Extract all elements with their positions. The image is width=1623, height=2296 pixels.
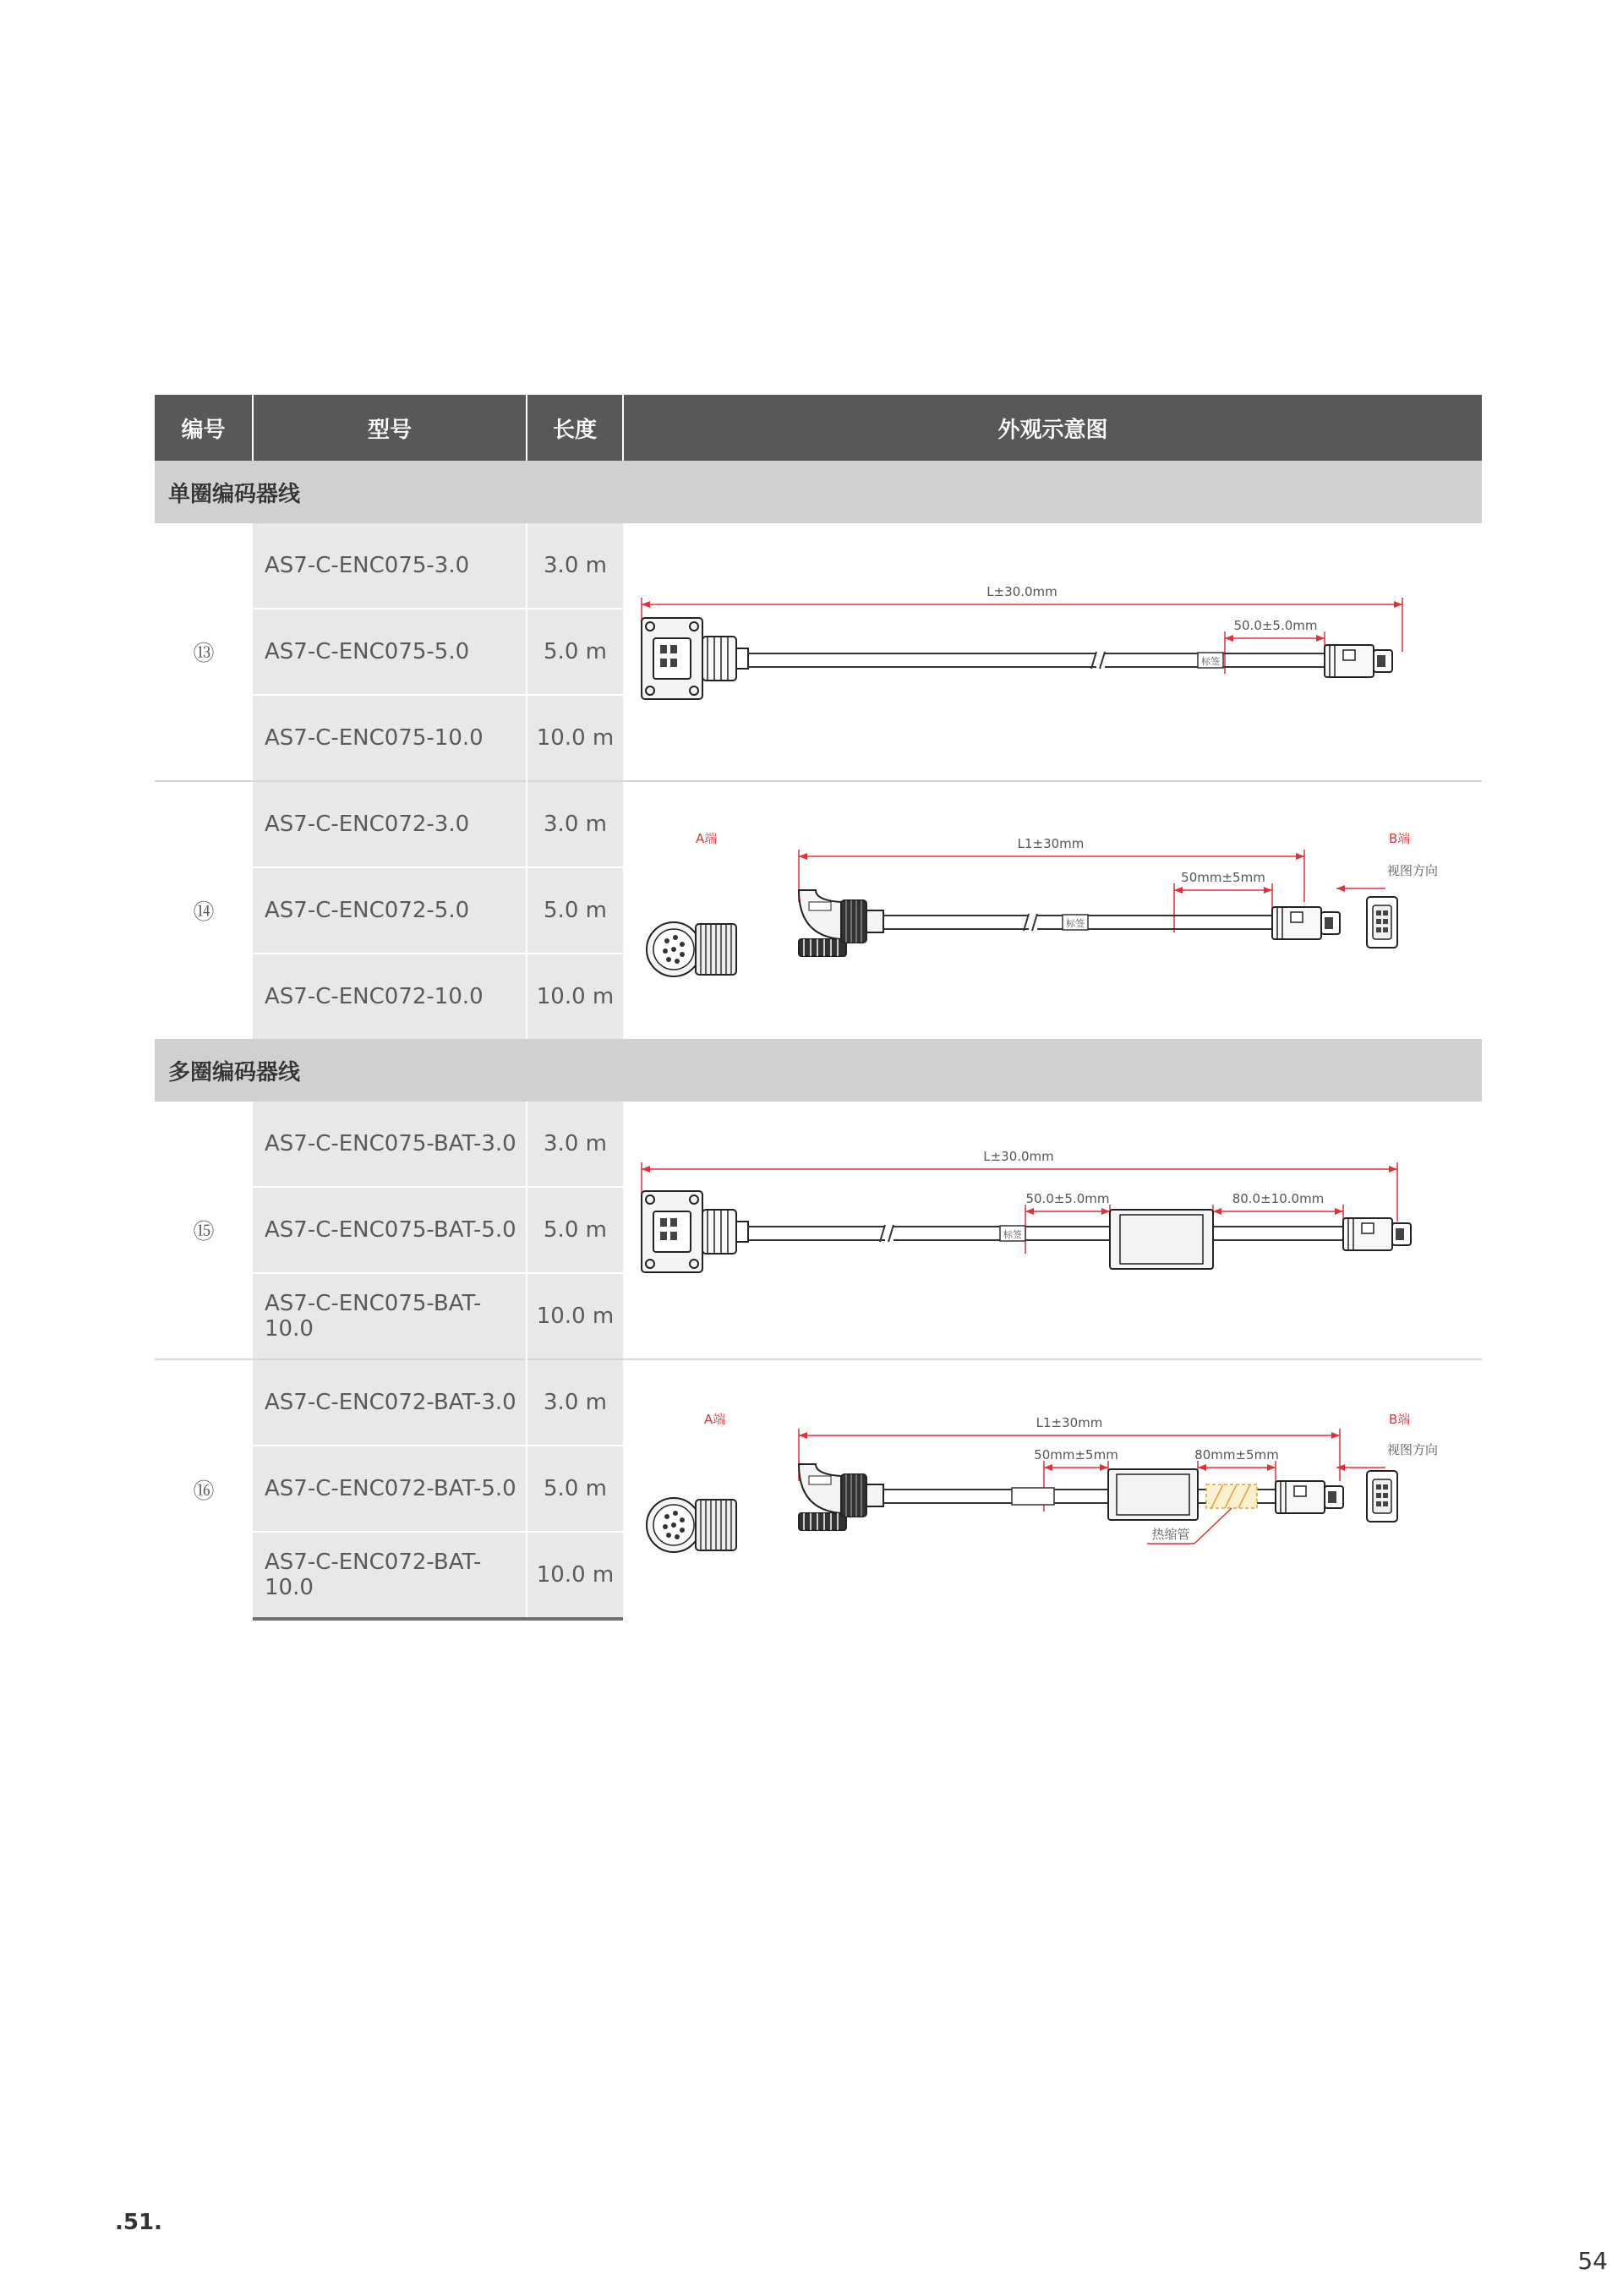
encoder-cable-diagram xyxy=(623,525,1482,779)
left-page-number: .51. xyxy=(115,2210,162,2235)
dimension-label: 80mm±5mm xyxy=(1194,1447,1279,1462)
model-cell: AS7-C-ENC075-10.0 xyxy=(253,695,527,781)
table-header-row xyxy=(155,395,1482,461)
dimension-label: 50mm±5mm xyxy=(1181,870,1265,885)
model-cell: AS7-C-ENC072-3.0 xyxy=(253,781,527,867)
item-number: ⑯ xyxy=(155,1359,253,1619)
cable-spec-table xyxy=(155,395,1482,1621)
elbow-connector-icon xyxy=(799,1464,883,1530)
tag-label: 标签 xyxy=(1003,1229,1022,1240)
round-connector-icon xyxy=(647,922,736,976)
dimension-label: 50mm±5mm xyxy=(1034,1447,1118,1462)
view-arrow xyxy=(1336,1464,1385,1471)
cable-diagram-cell xyxy=(623,1359,1482,1619)
table-row xyxy=(155,523,1482,609)
dimension-label: L1±30mm xyxy=(1036,1415,1103,1430)
length-cell: 5.0 m xyxy=(527,1446,623,1532)
length-cell: 5.0 m xyxy=(527,609,623,695)
dimension-a xyxy=(1174,870,1272,932)
encoder-cable-diagram xyxy=(623,1103,1482,1357)
cable-diagram-cell xyxy=(623,781,1482,1039)
dimension-a xyxy=(1025,1191,1110,1254)
round-connector-icon xyxy=(647,1498,736,1552)
length-cell: 5.0 m xyxy=(527,1187,623,1273)
end-a-label: A端 xyxy=(704,1412,726,1427)
plug-connector-icon xyxy=(1276,1481,1343,1513)
plug-connector-icon xyxy=(1325,645,1392,677)
model-cell: AS7-C-ENC072-5.0 xyxy=(253,867,527,954)
section-title: 单圈编码器线 xyxy=(155,461,1482,523)
elbow-connector-icon xyxy=(799,890,883,956)
length-cell: 3.0 m xyxy=(527,523,623,609)
section-row-multi-turn xyxy=(155,1039,1482,1102)
view-arrow xyxy=(1336,885,1385,892)
end-view-icon xyxy=(1367,1471,1397,1522)
model-cell: AS7-C-ENC075-BAT-3.0 xyxy=(253,1102,527,1187)
table-row xyxy=(155,1359,1482,1446)
square-connector-icon xyxy=(642,618,748,699)
cable-line xyxy=(748,1225,1343,1242)
header-num: 编号 xyxy=(155,395,253,461)
dimension-label: L1±30mm xyxy=(1017,836,1085,851)
right-page-number: 54 xyxy=(1577,2247,1608,2275)
dimension-label: 80.0±10.0mm xyxy=(1232,1191,1325,1206)
model-cell: AS7-C-ENC075-5.0 xyxy=(253,609,527,695)
encoder-cable-diagram xyxy=(623,784,1482,1037)
item-number: ⑮ xyxy=(155,1102,253,1359)
dimension-label: L±30.0mm xyxy=(986,584,1057,599)
table-row xyxy=(155,1102,1482,1187)
battery-box-icon xyxy=(1108,1469,1198,1520)
section-row-single-turn xyxy=(155,461,1482,523)
model-cell: AS7-C-ENC072-BAT-10.0 xyxy=(253,1532,527,1619)
view-direction-label: 视图方向 xyxy=(1387,1442,1439,1457)
model-cell: AS7-C-ENC072-BAT-3.0 xyxy=(253,1359,527,1446)
plug-connector-icon xyxy=(1272,907,1340,939)
heat-shrink-label: 热缩管 xyxy=(1151,1527,1190,1542)
header-model: 型号 xyxy=(253,395,527,461)
length-cell: 5.0 m xyxy=(527,867,623,954)
dimension-label: 50.0±5.0mm xyxy=(1233,618,1318,633)
end-b-label: B端 xyxy=(1389,1412,1411,1427)
length-cell: 3.0 m xyxy=(527,781,623,867)
model-cell: AS7-C-ENC072-BAT-5.0 xyxy=(253,1446,527,1532)
length-cell: 3.0 m xyxy=(527,1102,623,1187)
section-title: 多圈编码器线 xyxy=(155,1039,1482,1102)
square-connector-icon xyxy=(642,1191,748,1272)
end-a-label: A端 xyxy=(696,831,718,846)
length-cell: 10.0 m xyxy=(527,1273,623,1359)
cable-line xyxy=(748,652,1325,669)
dimension-a xyxy=(1225,618,1325,674)
dimension-b xyxy=(1213,1191,1343,1238)
model-cell: AS7-C-ENC075-3.0 xyxy=(253,523,527,609)
length-cell: 10.0 m xyxy=(527,695,623,781)
header-length: 长度 xyxy=(527,395,623,461)
plug-connector-icon xyxy=(1343,1218,1411,1250)
encoder-cable-diagram xyxy=(623,1363,1482,1616)
dimension-label: 50.0±5.0mm xyxy=(1025,1191,1110,1206)
dimension-b xyxy=(1194,1447,1279,1490)
model-cell: AS7-C-ENC075-BAT-5.0 xyxy=(253,1187,527,1273)
length-cell: 10.0 m xyxy=(527,1532,623,1619)
item-number: ⑭ xyxy=(155,781,253,1039)
tag-label: 标签 xyxy=(1066,918,1085,929)
heat-shrink-tube-icon xyxy=(1206,1484,1257,1508)
model-cell: AS7-C-ENC075-BAT-10.0 xyxy=(253,1273,527,1359)
dimension-total xyxy=(642,1149,1397,1222)
item-number: ⑬ xyxy=(155,523,253,781)
dimension-total xyxy=(799,836,1304,902)
end-view-icon xyxy=(1367,897,1397,948)
cable-diagram-cell xyxy=(623,523,1482,781)
length-cell: 3.0 m xyxy=(527,1359,623,1446)
tag-label: 标签 xyxy=(1201,656,1220,667)
length-cell: 10.0 m xyxy=(527,954,623,1039)
view-direction-label: 视图方向 xyxy=(1387,863,1439,878)
dimension-label: L±30.0mm xyxy=(983,1149,1054,1164)
header-diagram: 外观示意图 xyxy=(623,395,1482,461)
model-cell: AS7-C-ENC072-10.0 xyxy=(253,954,527,1039)
end-b-label: B端 xyxy=(1389,831,1411,846)
table-row xyxy=(155,781,1482,867)
cable-diagram-cell xyxy=(623,1102,1482,1359)
battery-box-icon xyxy=(1110,1210,1213,1269)
